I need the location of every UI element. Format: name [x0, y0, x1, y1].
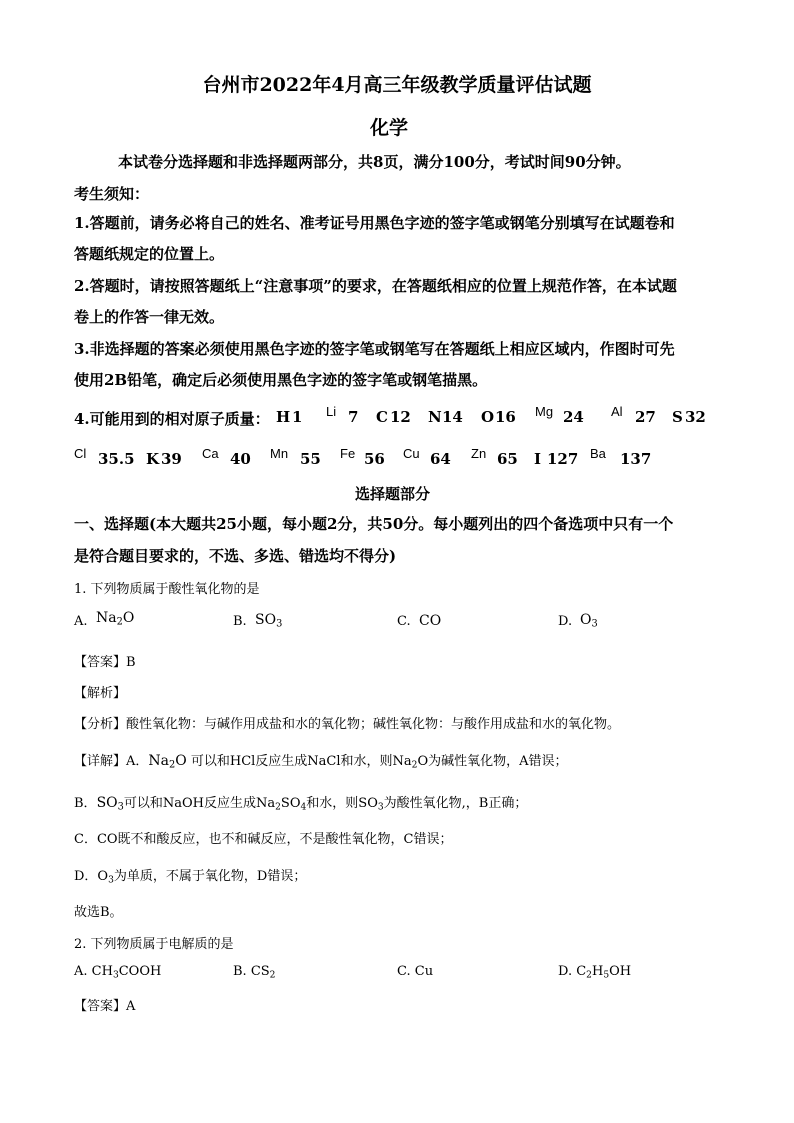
notice-line: 3.非选择题的答案必须使用黑色字迹的签字笔或钢笔写在答题纸上相应区域内，作图时可先 [74, 340, 675, 358]
detail-b-text: 可以和NaOH反应生成Na [123, 796, 276, 811]
detail-b-text3: 和水，则SO [306, 796, 378, 811]
notice-line: 卷上的作答一律无效。 [74, 308, 225, 326]
element-symbol: H [276, 408, 291, 426]
detail-line-c: C．CO既不和酸反应，也不和碱反应，不是酸性氧化物，C错误； [74, 832, 453, 847]
element-symbol: Zn [471, 446, 487, 461]
element-mass: 16 [495, 408, 516, 426]
conclusion: 故选B。 [74, 905, 123, 920]
detail-b-text4: 为酸性氧化物,，B正确； [383, 796, 528, 811]
atomic-masses-label: 4.可能用到的相对原子质量： [74, 410, 270, 428]
option-b-formula [255, 612, 282, 629]
formula-subscript: 3 [377, 802, 384, 813]
element-symbol: C [376, 408, 388, 426]
formula-text: COOH [118, 964, 162, 979]
formula-subscript: 2 [275, 802, 281, 813]
element-symbol: Al [611, 404, 623, 419]
formula-na2o [148, 753, 186, 769]
detail-d-prefix: D．O [74, 869, 109, 884]
intro-text: 本试卷分选择题和非选择题两部分，共8页，满分100分，考试时间90分钟。 [118, 153, 631, 171]
element-mass: 12 [390, 408, 411, 426]
formula-text: A. CH [74, 964, 113, 979]
formula-text: Na [148, 753, 170, 769]
formula-text: OH [609, 964, 632, 979]
element-mass: 35.5 [98, 450, 135, 468]
element-mass: 127 [547, 450, 579, 468]
element-mass: 39 [161, 450, 182, 468]
detail-a-text: 可以和HCl反应生成NaCl和水，则Na [186, 754, 412, 769]
element-symbol: Cu [403, 446, 420, 461]
question-stem: 1. 下列物质属于酸性氧化物的是 [74, 582, 260, 597]
element-mass: 32 [685, 408, 706, 426]
formula-text: H [591, 964, 604, 979]
element-symbol: Ca [202, 446, 219, 461]
option-b [233, 964, 275, 980]
formula-text: SO [96, 795, 118, 811]
option-c: C. Cu [397, 964, 434, 979]
analysis-tag: 【解析】 [74, 686, 127, 701]
detail-a-prefix: A． [126, 754, 149, 769]
element-symbol: I [534, 450, 542, 468]
formula-text: D. C [558, 964, 587, 979]
detail-b-text2: SO [280, 796, 301, 811]
element-mass: 14 [442, 408, 463, 426]
answer-value: A [126, 999, 136, 1014]
detail-d-text: 为单质，不属于氧化物，D错误； [113, 869, 307, 884]
detail-b-prefix: B． [74, 796, 97, 811]
option-d-label: D. [558, 614, 573, 629]
formula-subscript: 3 [591, 618, 598, 630]
formula-subscript: 2 [116, 616, 123, 628]
part-heading: 一、选择题(本大题共25小题，每小题2分，共50分。每小题列出的四个备选项中只有一个 [74, 515, 674, 533]
detail-a-text2: O为碱性氧化物，A错误； [417, 754, 568, 769]
formula-text: O [580, 612, 592, 628]
detail-line-b [74, 792, 527, 812]
answer-tag: 【答案】 [74, 999, 127, 1014]
notice-line: 2.答题时，请按照答题纸上“注意事项”的要求，在答题纸相应的位置上规范作答，在本试题 [74, 277, 677, 295]
formula-text: SO [255, 612, 277, 628]
formula-subscript: 4 [300, 802, 307, 813]
detail-tag: 【详解】 [74, 754, 127, 769]
analysis-line [74, 713, 620, 732]
part-heading: 是符合题目要求的，不选、多选、错选均不得分) [74, 547, 397, 565]
notice-line: 使用2B铅笔，确定后必须使用黑色字迹的签字笔或钢笔描黑。 [74, 371, 488, 389]
notice-heading: 考生须知： [74, 185, 150, 203]
option-b-label: B. [233, 614, 247, 629]
element-symbol: O [481, 408, 495, 426]
formula-text: B. CS [233, 964, 270, 979]
answer-line [74, 651, 136, 670]
answer-value: B [126, 655, 136, 670]
option-d-formula [580, 612, 598, 629]
answer-tag: 【答案】 [74, 655, 127, 670]
element-mass: 1 [292, 408, 303, 426]
option-c-label: C. [397, 614, 411, 629]
element-mass: 40 [230, 450, 251, 468]
formula-subscript: 3 [112, 970, 119, 981]
formula-text: O [175, 753, 187, 769]
question-stem: 2. 下列物质属于电解质的是 [74, 937, 234, 952]
notice-line: 答题纸规定的位置上。 [74, 245, 225, 263]
option-a-formula [96, 610, 134, 627]
subject-title: 化学 [370, 117, 409, 139]
option-c-formula: CO [419, 613, 442, 629]
element-mass: 27 [635, 408, 656, 426]
element-symbol: Fe [340, 446, 356, 461]
formula-subscript: 2 [586, 970, 592, 981]
element-mass: 24 [563, 408, 584, 426]
formula-subscript: 5 [603, 970, 610, 981]
element-symbol: S [672, 408, 683, 426]
formula-subscript: 2 [169, 759, 176, 771]
page-title: 台州市2022年4月高三年级教学质量评估试题 [202, 74, 592, 96]
formula-subscript: 3 [108, 875, 114, 886]
formula-subscript: 2 [411, 760, 418, 771]
element-symbol: Ba [590, 446, 606, 461]
formula-subscript: 3 [276, 618, 283, 630]
option-a-label: A. [74, 614, 88, 629]
element-symbol: Mg [535, 404, 554, 419]
element-mass: 56 [364, 450, 385, 468]
fenxi-text: 酸性氧化物：与碱作用成盐和水的氧化物；碱性氧化物：与酸作用成盐和水的氧化物。 [126, 717, 621, 732]
element-mass: 7 [348, 408, 359, 426]
element-symbol: Cl [74, 446, 87, 461]
element-symbol: Li [326, 404, 337, 419]
element-mass: 137 [620, 450, 652, 468]
element-mass: 65 [497, 450, 518, 468]
detail-line-a [74, 750, 568, 770]
option-d [558, 964, 631, 980]
formula-so3 [97, 795, 124, 811]
section-heading: 选择题部分 [355, 485, 431, 503]
formula-subscript: 3 [117, 801, 124, 813]
element-mass: 64 [430, 450, 451, 468]
option-a [74, 964, 161, 980]
formula-text: O [122, 610, 135, 626]
element-symbol: Mn [270, 446, 289, 461]
formula-subscript: 2 [269, 970, 276, 981]
formula-text: Na [96, 610, 117, 626]
element-symbol: K [146, 450, 160, 468]
element-symbol: N [428, 408, 442, 426]
element-mass: 55 [300, 450, 321, 468]
answer-line [74, 995, 135, 1014]
detail-line-d [74, 865, 306, 885]
notice-line: 1.答题前，请务必将自己的姓名、准考证号用黑色字迹的签字笔或钢笔分别填写在试题卷和 [74, 214, 675, 232]
fenxi-tag: 【分析】 [74, 717, 127, 732]
